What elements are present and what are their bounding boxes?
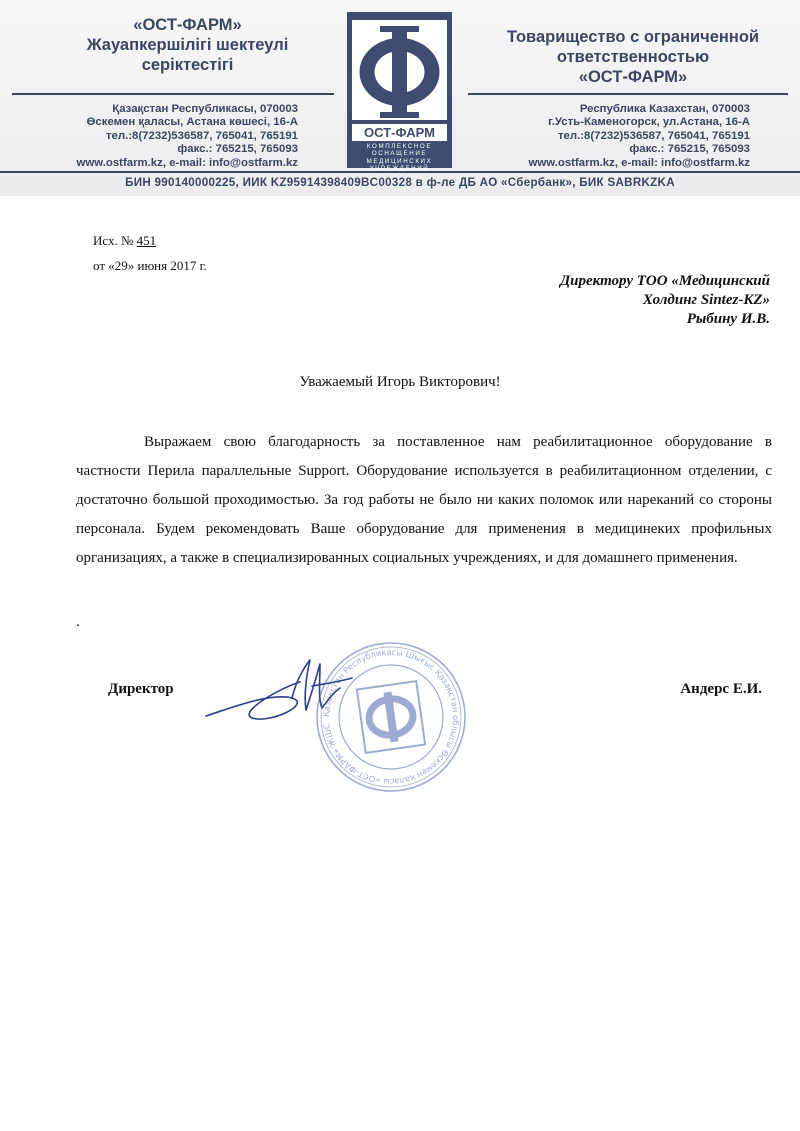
left-title-line: «ОСТ-ФАРМ»: [133, 16, 242, 34]
address-line: Өскемен қаласы, Астана көшесі, 16-А: [86, 116, 298, 129]
logo-subtitle-line: ОСНАЩЕНИЕ: [371, 150, 428, 158]
signature-icon: [200, 652, 360, 732]
letterhead-right-title: [468, 28, 798, 87]
letterhead-right-address: [470, 103, 750, 170]
outgoing-reference: [93, 228, 207, 278]
right-title-line: «ОСТ-ФАРМ»: [578, 67, 688, 86]
address-line: факс.: 765215, 765093: [177, 143, 298, 156]
stray-dot: .: [76, 614, 80, 630]
address-line: тел.:8(7232)536587, 765041, 765191: [105, 129, 298, 142]
address-line: тел.:8(7232)536587, 765041, 765191: [557, 129, 750, 142]
address-line: г.Усть-Каменогорск, ул.Астана, 16-А: [548, 116, 750, 129]
left-title-line: серіктестігі: [141, 55, 234, 74]
right-title-line: ответственностью: [556, 47, 710, 66]
letterhead-left-title: [40, 16, 335, 75]
logo-subtitle-line: УЧРЕЖДЕНИЙ: [369, 165, 430, 173]
letterhead-left-address: [40, 103, 298, 170]
address-line: www.ostfarm.kz, e-mail: info@ostfarm.kz: [528, 156, 750, 169]
address-line: Республика Казахстан, 070003: [579, 103, 750, 115]
bank-details: БИН 990140000225, ИИК KZ95914398409BC00328 в ф-ле ДБ АО «Сбербанк», БИК SABRKZKA: [125, 176, 675, 189]
signer-title: Директор: [108, 681, 174, 697]
addressee-line: Директору ТОО «Медицинский: [559, 273, 770, 289]
stamp-ring-text: Қазақстан Республикасы Шығыс Қазақстан облысы Өскемен қаласы «ОСТ-ФАРМ» ЖШС: [320, 646, 462, 788]
letter-body: Выражаем свою благодарность за поставленное нам реабилитационное оборудование в частности Перила параллельные Support. Оборудование используется в реабилитационном отделении, с достаточно большой проходимостью. За год работы не было ни каких поломок или нареканий со стороны персонала. Будем рекомендовать Ваше оборудование для применения в медицинеких профильных организациях, а также в специализированных социальных учреждениях, и для домашнего применения.: [76, 434, 772, 566]
phi-logo-icon: [352, 20, 447, 120]
address-line: Қазақстан Республикасы, 070003: [112, 103, 298, 115]
company-logo: [347, 12, 452, 173]
logo-subtitle: [352, 143, 447, 173]
addressee-line: Холдинг Sintez-KZ»: [642, 292, 770, 308]
divider: [468, 93, 788, 95]
logo-subtitle-line: КОМПЛЕКСНОЕ: [366, 143, 433, 150]
reference-line: [93, 228, 207, 253]
left-title-line: Жауапкершілігі шектеулі: [86, 35, 289, 54]
letter-date: от «29» июня 2017 г.: [93, 258, 207, 273]
addressee: [560, 272, 770, 329]
address-line: факс.: 765215, 765093: [629, 143, 750, 156]
addressee-line: Рыбину И.В.: [686, 311, 770, 327]
divider: [12, 93, 334, 95]
logo-name: ОСТ-ФАРМ: [352, 124, 447, 141]
reference-label: Исх. №: [93, 233, 137, 248]
right-title-line: Товарищество с ограниченной: [506, 28, 760, 46]
logo-subtitle-line: МЕДИЦИНСКИХ: [366, 157, 433, 165]
reference-number: 451: [136, 233, 157, 248]
salutation: Уважаемый Игорь Викторович!: [299, 374, 501, 390]
address-line: www.ostfarm.kz, e-mail: info@ostfarm.kz: [76, 156, 298, 169]
signer-name: Андерс Е.И.: [680, 681, 762, 697]
